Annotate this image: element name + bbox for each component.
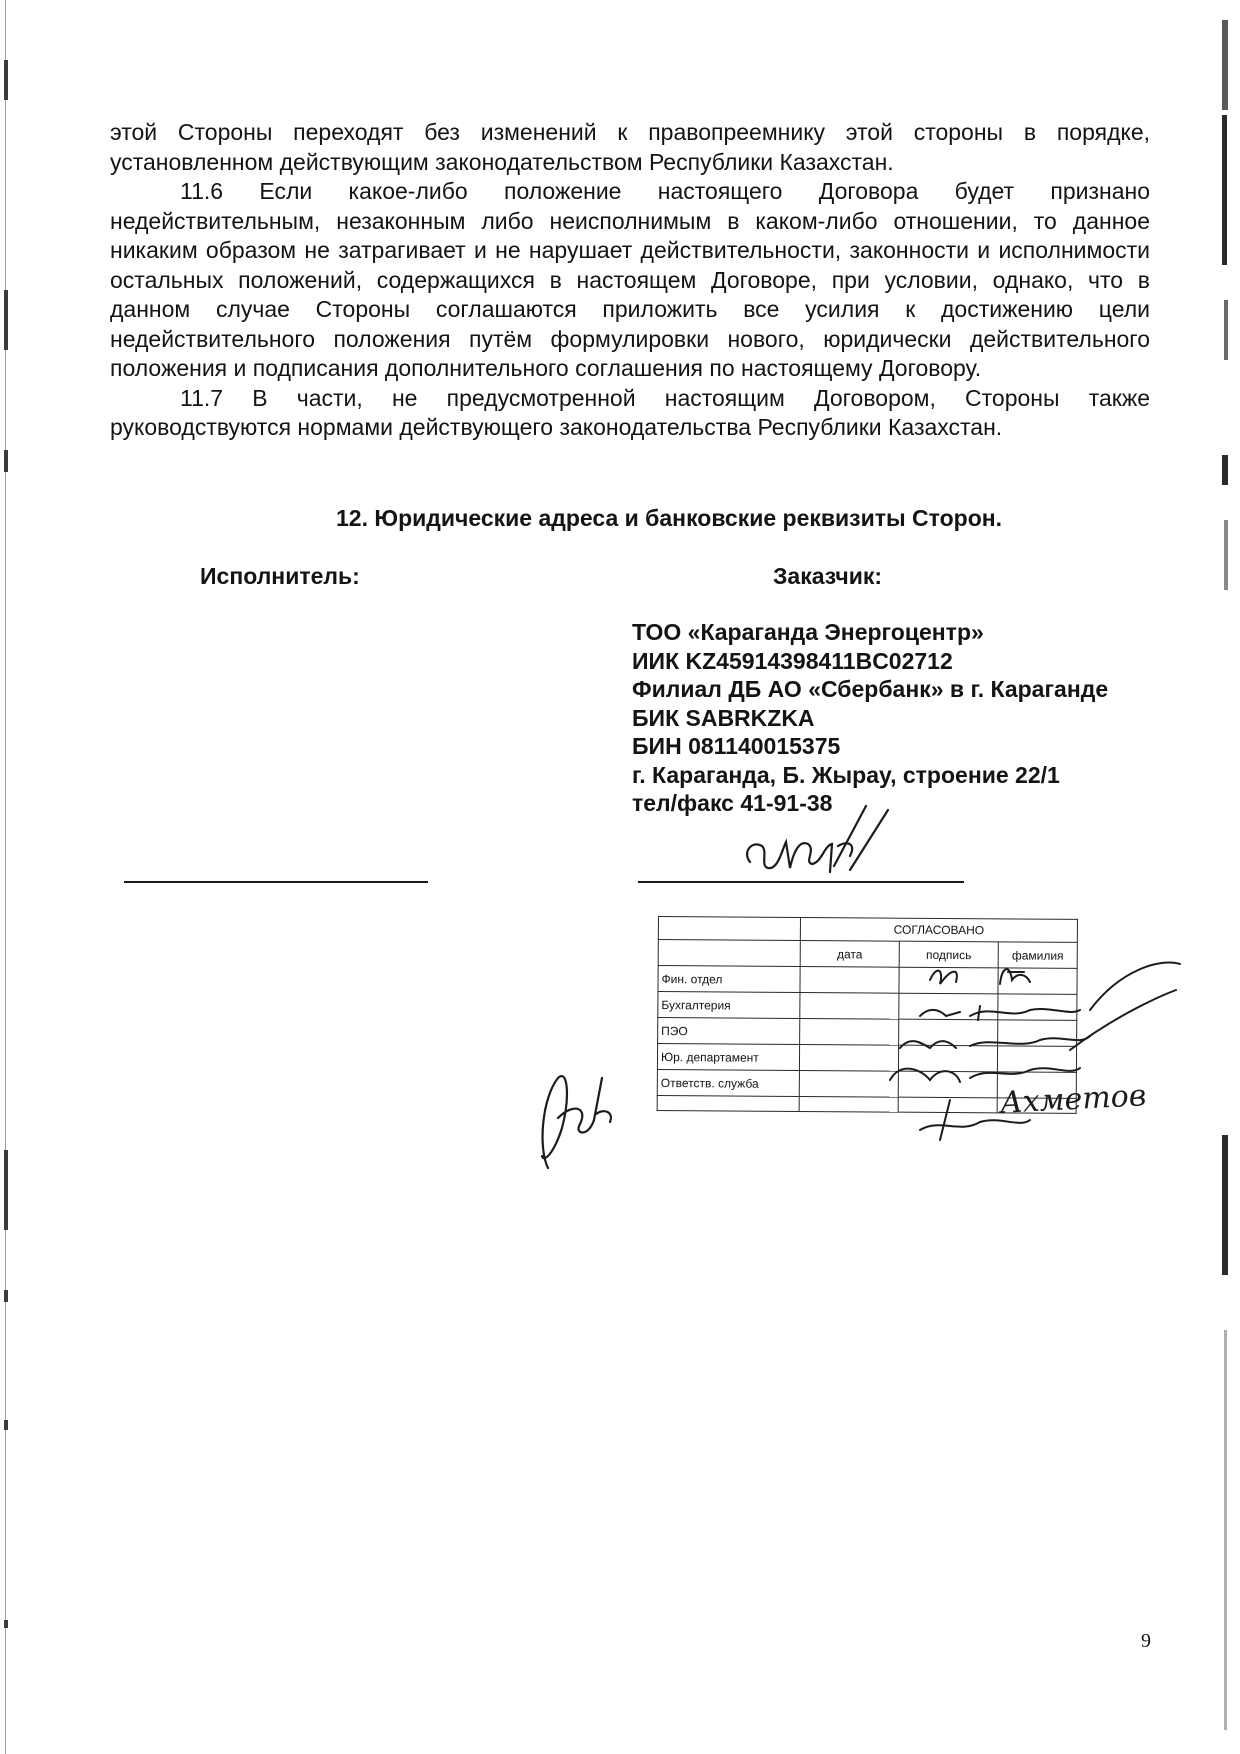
stamp-row-label: Юр. департамент	[657, 1044, 799, 1071]
clause-11-6: 11.6 Если какое-либо положение настоящего Договора будет признано недействительным, незаконным либо неисполнимым в каком-либо отношении, то данное никаким образом не затрагивает и не нарушает действительности, законности и исполнимости остальных положений, содержащихся в настоящем Договоре, при условии, однако, что в данном случае Стороны соглашаются приложить все усилия к достижению цели недействительного положения путём формулировки нового, юридически действительного положения и подписания дополнительного соглашения по настоящему Договору.	[110, 178, 1150, 381]
stamp-title: СОГЛАСОВАНО	[800, 917, 1077, 942]
left-signature	[518, 1058, 628, 1178]
stamp-cell	[657, 1095, 799, 1111]
section-heading: 12. Юридические адреса и банковские реквизиты Сторон.	[336, 505, 1003, 531]
stamp-col-surname: фамилия	[998, 942, 1077, 969]
customer-phone: тел/факс 41-91-38	[632, 790, 833, 816]
stamp-cell	[800, 966, 899, 993]
contract-body-text	[110, 118, 1150, 443]
stamp-cell	[997, 1098, 1076, 1114]
customer-iik: ИИК KZ45914398411BC02712	[632, 647, 953, 674]
stamp-row-label: Бухгалтерия	[658, 992, 800, 1019]
stamp-cell	[899, 1019, 998, 1046]
customer-bank: Филиал ДБ АО «Сбербанк» в г. Караганде	[632, 676, 1109, 702]
customer-bik: БИК SABRKZKA	[632, 704, 815, 731]
clause-11-7: 11.7 В части, не предусмотренной настоящим Договором, Стороны также руководствуются нормами действующего законодательства Республики Казахстан.	[110, 384, 1150, 440]
stamp-cell	[800, 992, 899, 1019]
stamp-corner-cell	[658, 917, 800, 941]
stamp-cell	[898, 1071, 997, 1098]
stamp-col-signature: подпись	[899, 941, 998, 968]
stamp-cell	[899, 993, 998, 1020]
customer-requisites	[632, 618, 1108, 818]
page-number: 9	[1141, 1630, 1151, 1652]
stamp-row-label: Ответств. служба	[657, 1069, 799, 1096]
customer-label: Заказчик:	[773, 563, 883, 589]
stamp-cell	[898, 1045, 997, 1072]
stamp-col-date: дата	[800, 940, 899, 967]
executor-label: Исполнитель:	[200, 563, 360, 589]
stamp-row-label: Фин. отдел	[658, 966, 800, 993]
stamp-header-empty	[658, 940, 800, 967]
scan-edge-mark	[1222, 0, 1232, 1754]
customer-signature-line	[638, 881, 964, 883]
stamp-cell	[998, 1020, 1077, 1047]
stamp-cell	[799, 1096, 898, 1112]
stamp-cell	[799, 1044, 898, 1071]
customer-address: г. Караганда, Б. Жырау, строение 22/1	[632, 761, 1060, 788]
stamp-cell	[800, 1018, 899, 1045]
executor-signature-line	[124, 881, 428, 883]
stamp-cell	[898, 1097, 997, 1113]
scan-edge-mark	[4, 0, 10, 1754]
handwritten-surname: Ахметов	[999, 1078, 1148, 1121]
stamp-cell	[997, 1072, 1076, 1099]
stamp-cell	[799, 1070, 898, 1097]
customer-bin: БИН 081140015375	[632, 733, 841, 759]
customer-company-name: ТОО «Караганда Энергоцентр»	[632, 619, 984, 645]
stamp-cell	[899, 967, 998, 994]
paragraph-continuation: этой Стороны переходят без изменений к правопреемнику этой стороны в порядке, установленном действующим законодательством Республики Казахстан.	[110, 119, 1150, 175]
stamp-cell	[997, 1046, 1076, 1073]
stamp-row-label: ПЭО	[658, 1018, 800, 1045]
stamp-cell	[998, 968, 1077, 995]
approval-stamp-table	[657, 916, 1078, 1114]
stamp-cell	[998, 994, 1077, 1021]
